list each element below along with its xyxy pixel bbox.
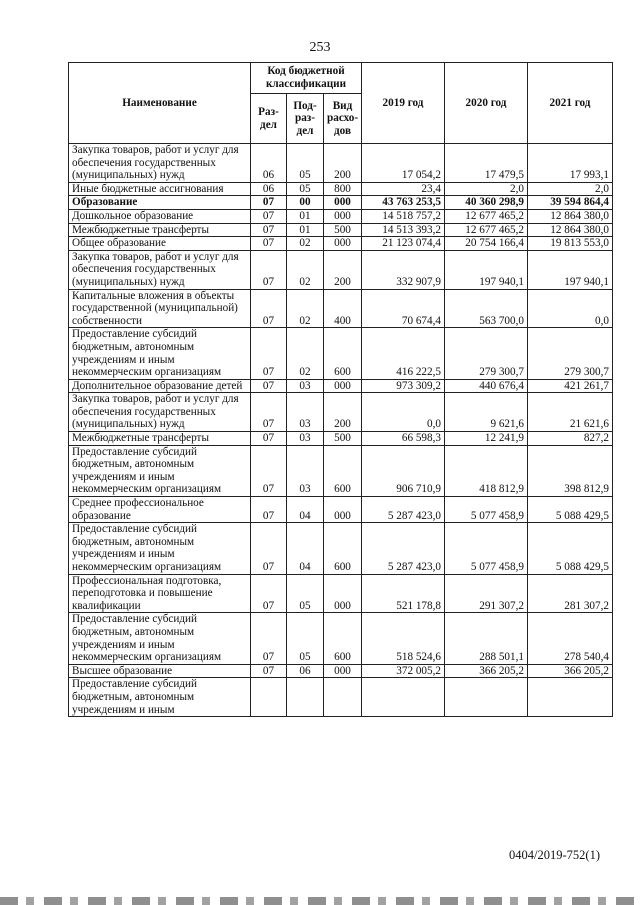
row-subsection-code: 05: [287, 182, 324, 196]
row-name: Дополнительное образование детей: [69, 379, 251, 393]
row-section-code: 07: [251, 497, 287, 523]
row-name: Иные бюджетные ассигнования: [69, 182, 251, 196]
table-row: [69, 497, 613, 523]
row-section-code: 07: [251, 613, 287, 664]
row-value-2019: [362, 678, 445, 717]
row-expense-type-code: 200: [324, 144, 362, 183]
row-expense-type-code: 000: [324, 497, 362, 523]
row-subsection-code: 01: [287, 223, 324, 237]
row-value-2021: 12 864 380,0: [528, 223, 613, 237]
row-section-code: 07: [251, 574, 287, 613]
row-section-code: 07: [251, 379, 287, 393]
document-code: 0404/2019-752(1): [509, 848, 600, 862]
row-subsection-code: 04: [287, 497, 324, 523]
row-value-2020: 20 754 166,4: [445, 237, 528, 251]
row-name: Высшее образование: [69, 664, 251, 678]
row-value-2021: 2,0: [528, 182, 613, 196]
row-subsection-code: 03: [287, 445, 324, 496]
row-value-2019: 906 710,9: [362, 445, 445, 496]
row-value-2021: 421 261,7: [528, 379, 613, 393]
row-section-code: 07: [251, 250, 287, 289]
budget-table: [68, 62, 613, 717]
row-section-code: 07: [251, 523, 287, 574]
row-section-code: 07: [251, 209, 287, 223]
row-value-2019: 23,4: [362, 182, 445, 196]
row-value-2019: 332 907,9: [362, 250, 445, 289]
row-name: Дошкольное образование: [69, 209, 251, 223]
row-name: Предоставление субсидий бюджетным, автономным учреждениям и иным некоммерческим организациям: [69, 613, 251, 664]
table-row: [69, 379, 613, 393]
row-subsection-code: 03: [287, 432, 324, 446]
table-row: [69, 237, 613, 251]
row-subsection-code: 03: [287, 379, 324, 393]
row-value-2019: 17 054,2: [362, 144, 445, 183]
row-value-2019: 70 674,4: [362, 289, 445, 328]
row-value-2020: 440 676,4: [445, 379, 528, 393]
row-subsection-code: [287, 678, 324, 717]
row-value-2021: 21 621,6: [528, 393, 613, 432]
row-name: Закупка товаров, работ и услуг для обеспечения государственных (муниципальных) нужд: [69, 144, 251, 183]
row-value-2020: 9 621,6: [445, 393, 528, 432]
header-2019: 2019 год: [362, 63, 445, 144]
row-name: Среднее профессиональное образование: [69, 497, 251, 523]
row-section-code: 06: [251, 144, 287, 183]
row-value-2020: 418 812,9: [445, 445, 528, 496]
row-section-code: 07: [251, 664, 287, 678]
row-value-2021: 279 300,7: [528, 328, 613, 379]
row-expense-type-code: 600: [324, 523, 362, 574]
row-section-code: 07: [251, 328, 287, 379]
row-value-2021: 0,0: [528, 289, 613, 328]
header-expense-type: Вид расхо-дов: [324, 94, 362, 144]
table-row: [69, 393, 613, 432]
row-value-2019: 14 518 757,2: [362, 209, 445, 223]
table-row: [69, 209, 613, 223]
row-expense-type-code: 000: [324, 379, 362, 393]
row-value-2021: 19 813 553,0: [528, 237, 613, 251]
row-expense-type-code: 600: [324, 328, 362, 379]
row-value-2020: 5 077 458,9: [445, 523, 528, 574]
row-value-2020: [445, 678, 528, 717]
row-value-2021: 281 307,2: [528, 574, 613, 613]
row-subsection-code: 02: [287, 250, 324, 289]
row-expense-type-code: 000: [324, 574, 362, 613]
row-value-2019: 372 005,2: [362, 664, 445, 678]
header-2021: 2021 год: [528, 63, 613, 144]
table-body: [69, 144, 613, 717]
row-value-2021: 398 812,9: [528, 445, 613, 496]
page-number: 253: [309, 40, 331, 55]
table-row: [69, 289, 613, 328]
row-value-2020: 366 205,2: [445, 664, 528, 678]
row-value-2019: 21 123 074,4: [362, 237, 445, 251]
row-subsection-code: 00: [287, 196, 324, 210]
row-expense-type-code: 000: [324, 664, 362, 678]
table-row: [69, 574, 613, 613]
row-name: Общее образование: [69, 237, 251, 251]
table-row: [69, 182, 613, 196]
row-value-2019: 973 309,2: [362, 379, 445, 393]
row-expense-type-code: 000: [324, 237, 362, 251]
row-value-2020: 563 700,0: [445, 289, 528, 328]
row-value-2019: 521 178,8: [362, 574, 445, 613]
row-section-code: 07: [251, 445, 287, 496]
row-section-code: 07: [251, 223, 287, 237]
row-section-code: [251, 678, 287, 717]
table-row: [69, 613, 613, 664]
row-value-2021: 12 864 380,0: [528, 209, 613, 223]
row-name: Предоставление субсидий бюджетным, автономным учреждениям и иным некоммерческим организациям: [69, 328, 251, 379]
row-name: Капитальные вложения в объекты государственной (муниципальной) собственности: [69, 289, 251, 328]
row-value-2020: 17 479,5: [445, 144, 528, 183]
header-name: Наименование: [69, 63, 251, 144]
row-value-2019: 5 287 423,0: [362, 523, 445, 574]
row-name: Межбюджетные трансферты: [69, 432, 251, 446]
row-expense-type-code: 200: [324, 393, 362, 432]
row-name: Закупка товаров, работ и услуг для обеспечения государственных (муниципальных) нужд: [69, 250, 251, 289]
row-subsection-code: 02: [287, 289, 324, 328]
row-name: Закупка товаров, работ и услуг для обеспечения государственных (муниципальных) нужд: [69, 393, 251, 432]
row-section-code: 07: [251, 196, 287, 210]
row-value-2020: 288 501,1: [445, 613, 528, 664]
table-row: [69, 144, 613, 183]
row-value-2019: 66 598,3: [362, 432, 445, 446]
table-row: [69, 250, 613, 289]
row-value-2019: 518 524,6: [362, 613, 445, 664]
row-subsection-code: 03: [287, 393, 324, 432]
row-value-2020: 12 241,9: [445, 432, 528, 446]
header-section: Раз-дел: [251, 94, 287, 144]
row-expense-type-code: 500: [324, 223, 362, 237]
row-name: Предоставление субсидий бюджетным, автономным учреждениям и иным некоммерческим организациям: [69, 445, 251, 496]
table-row: [69, 223, 613, 237]
row-name: Образование: [69, 196, 251, 210]
row-value-2021: 197 940,1: [528, 250, 613, 289]
row-expense-type-code: 800: [324, 182, 362, 196]
row-expense-type-code: 600: [324, 445, 362, 496]
table-row: [69, 432, 613, 446]
row-expense-type-code: 000: [324, 196, 362, 210]
row-value-2021: 17 993,1: [528, 144, 613, 183]
row-value-2020: 291 307,2: [445, 574, 528, 613]
row-expense-type-code: 500: [324, 432, 362, 446]
table-row: [69, 523, 613, 574]
row-subsection-code: 05: [287, 144, 324, 183]
row-subsection-code: 02: [287, 328, 324, 379]
header-code-group: Код бюджетной классификации: [251, 63, 362, 94]
row-value-2021: [528, 678, 613, 717]
row-value-2021: 5 088 429,5: [528, 523, 613, 574]
row-section-code: 07: [251, 432, 287, 446]
row-value-2020: 40 360 298,9: [445, 196, 528, 210]
header-2020: 2020 год: [445, 63, 528, 144]
table-row: [69, 328, 613, 379]
row-section-code: 07: [251, 237, 287, 251]
row-value-2020: 12 677 465,2: [445, 223, 528, 237]
row-value-2019: 5 287 423,0: [362, 497, 445, 523]
row-value-2019: 14 513 393,2: [362, 223, 445, 237]
row-section-code: 06: [251, 182, 287, 196]
row-section-code: 07: [251, 393, 287, 432]
row-subsection-code: 05: [287, 613, 324, 664]
row-value-2021: 827,2: [528, 432, 613, 446]
row-value-2020: 279 300,7: [445, 328, 528, 379]
scan-artifact-line: [0, 897, 640, 905]
row-expense-type-code: 600: [324, 613, 362, 664]
row-name: Предоставление субсидий бюджетным, автономным учреждениям и иным: [69, 678, 251, 717]
table-row: [69, 445, 613, 496]
row-name: Предоставление субсидий бюджетным, автономным учреждениям и иным некоммерческим организациям: [69, 523, 251, 574]
row-section-code: 07: [251, 289, 287, 328]
row-subsection-code: 01: [287, 209, 324, 223]
row-subsection-code: 06: [287, 664, 324, 678]
row-value-2019: 43 763 253,5: [362, 196, 445, 210]
row-value-2019: 0,0: [362, 393, 445, 432]
row-value-2020: 2,0: [445, 182, 528, 196]
row-subsection-code: 02: [287, 237, 324, 251]
header-subsection: Под-раз-дел: [287, 94, 324, 144]
row-name: Межбюджетные трансферты: [69, 223, 251, 237]
table-row: [69, 196, 613, 210]
table-row: [69, 678, 613, 717]
row-expense-type-code: 200: [324, 250, 362, 289]
row-expense-type-code: [324, 678, 362, 717]
row-value-2020: 12 677 465,2: [445, 209, 528, 223]
row-subsection-code: 05: [287, 574, 324, 613]
row-name: Профессиональная подготовка, переподготовка и повышение квалификации: [69, 574, 251, 613]
row-subsection-code: 04: [287, 523, 324, 574]
row-value-2020: 197 940,1: [445, 250, 528, 289]
table-row: [69, 664, 613, 678]
row-expense-type-code: 000: [324, 209, 362, 223]
row-value-2020: 5 077 458,9: [445, 497, 528, 523]
row-expense-type-code: 400: [324, 289, 362, 328]
row-value-2019: 416 222,5: [362, 328, 445, 379]
row-value-2021: 39 594 864,4: [528, 196, 613, 210]
row-value-2021: 5 088 429,5: [528, 497, 613, 523]
row-value-2021: 278 540,4: [528, 613, 613, 664]
row-value-2021: 366 205,2: [528, 664, 613, 678]
